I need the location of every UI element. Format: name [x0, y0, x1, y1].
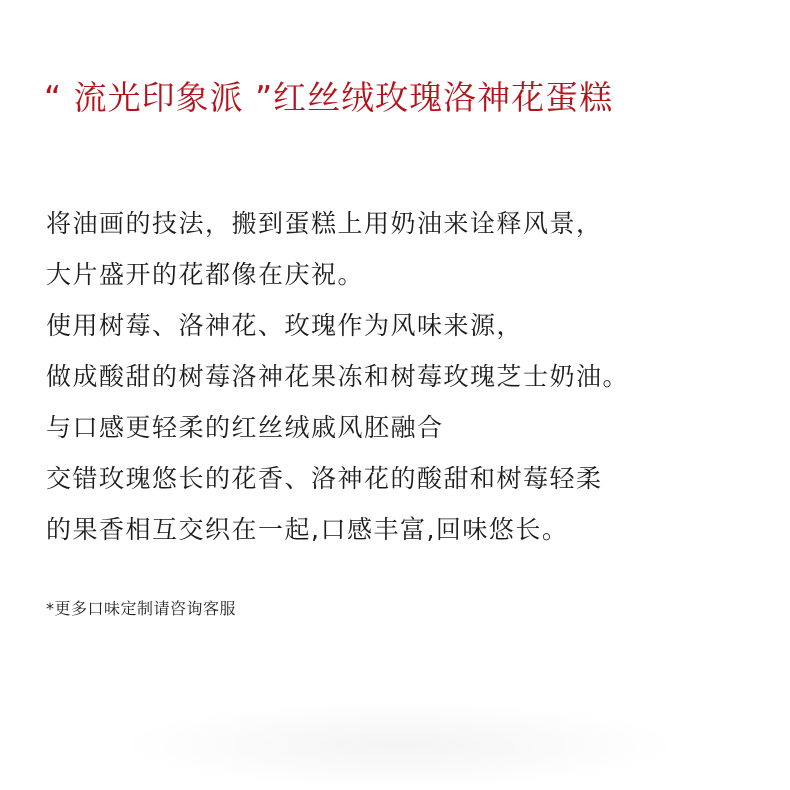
customization-footnote: *更多口味定制请咨询客服: [46, 599, 237, 618]
product-title: “ 流光印象派 ”红丝绒玫瑰洛神花蛋糕: [44, 78, 614, 117]
description-line: 做成酸甜的树莓洛神花果冻和树莓玫瑰芝士奶油。: [46, 362, 630, 391]
description-line: 的果香相互交织在一起,口感丰富,回味悠长。: [46, 515, 569, 544]
description-line: 交错玫瑰悠长的花香、洛神花的酸甜和树莓轻柔: [46, 464, 603, 493]
description-line: 使用树莓、洛神花、玫瑰作为风味来源，: [46, 311, 524, 340]
description-line: 将油画的技法，搬到蛋糕上用奶油来诠释风景，: [46, 209, 603, 238]
description-block: [46, 198, 766, 555]
description-line: 与口感更轻柔的红丝绒戚风胚融合: [46, 413, 444, 442]
bottom-shadow-decoration: [120, 700, 680, 790]
description-line: 大片盛开的花都像在庆祝。: [46, 260, 365, 289]
